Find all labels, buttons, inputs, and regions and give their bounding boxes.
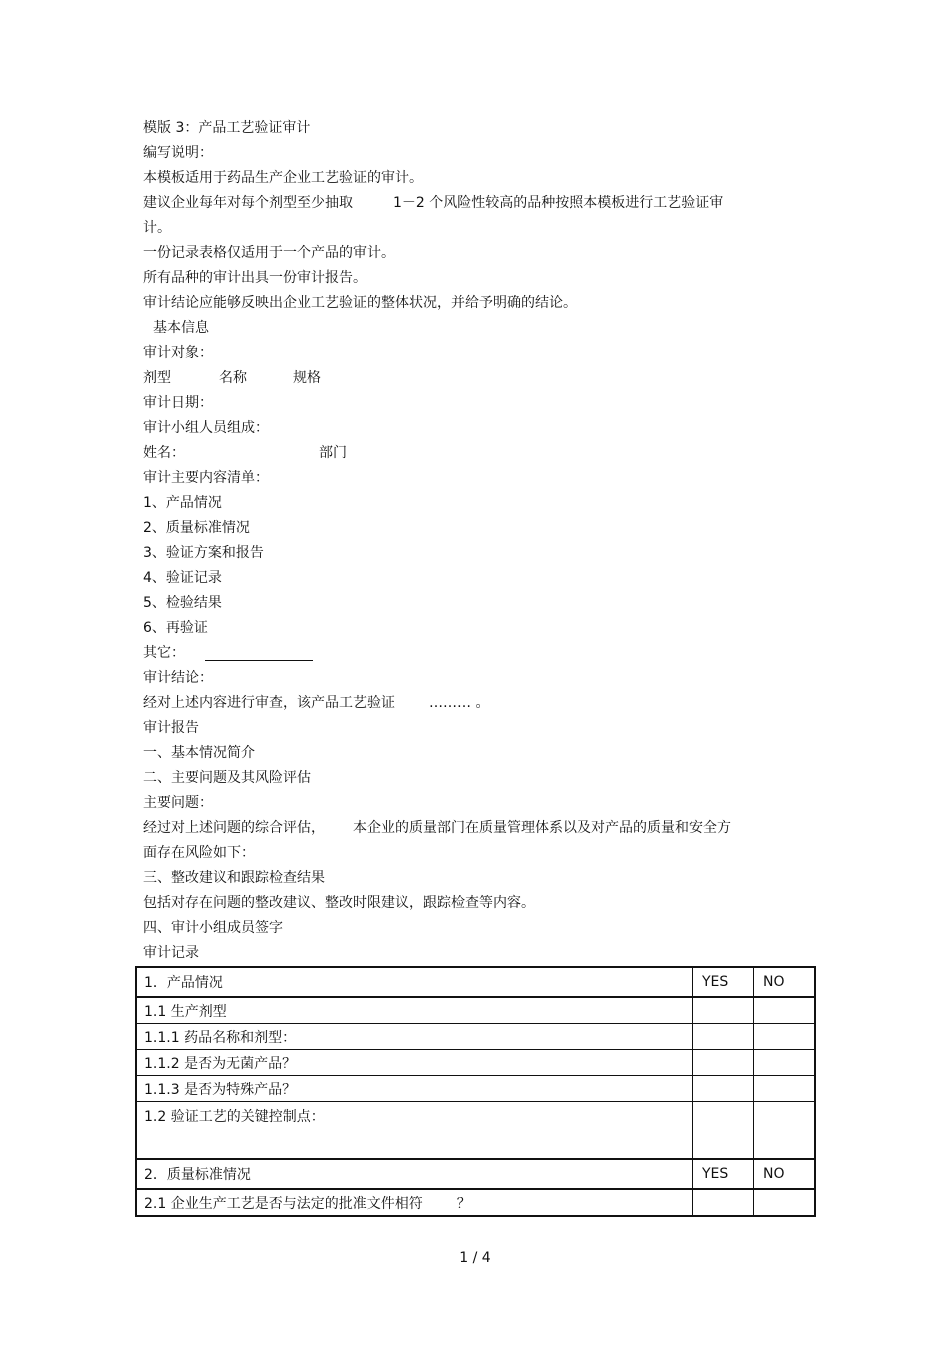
note-line-5: 审计结论应能够反映出企业工艺验证的整体状况，并给予明确的结论。 [143, 295, 577, 311]
yes-cell[interactable] [693, 1024, 754, 1050]
report-section-2: 二、主要问题及其风险评估 [143, 770, 311, 786]
row-label: 1.1.1 药品名称和剂型： [136, 1024, 693, 1050]
yes-cell[interactable] [693, 997, 754, 1024]
spec-label: 规格 [293, 370, 321, 386]
table-row [136, 1102, 815, 1160]
list-item: 4、验证记录 [143, 570, 222, 586]
team-fields-row [143, 441, 823, 466]
other-blank [205, 646, 313, 661]
no-cell[interactable] [754, 1024, 816, 1050]
section-2-header: 2．质量标准情况 [136, 1159, 693, 1189]
table-row [136, 1024, 815, 1050]
note-line-2a: 建议企业每年对每个剂型至少抽取 [143, 195, 353, 211]
row-label: 1.2 验证工艺的关键控制点： [136, 1102, 693, 1160]
note-line-2 [143, 191, 823, 216]
row-label: 1.1.2 是否为无菌产品？ [136, 1050, 693, 1076]
audit-target-label: 审计对象： [143, 345, 213, 361]
no-cell[interactable] [754, 1189, 816, 1216]
row-label [136, 1189, 693, 1216]
writing-note-label: 编写说明： [143, 145, 213, 161]
report-section-3-text: 包括对存在问题的整改建议、整改时限建议，跟踪检查等内容。 [143, 895, 535, 911]
list-item: 6、再验证 [143, 620, 208, 636]
evaluation-text-c: 面存在风险如下： [143, 845, 255, 861]
other-label: 其它： [143, 645, 185, 661]
report-section-4: 四、审计小组成员签字 [143, 920, 283, 936]
no-cell[interactable] [754, 1050, 816, 1076]
table-row [136, 1076, 815, 1102]
row-label: 1.1 生产剂型 [136, 997, 693, 1024]
document-body [143, 116, 823, 966]
note-line-4: 所有品种的审计出具一份审计报告。 [143, 270, 367, 286]
row-label: 1.1.3 是否为特殊产品？ [136, 1076, 693, 1102]
other-row [143, 641, 823, 666]
yes-cell[interactable] [693, 1050, 754, 1076]
list-item: 5、检验结果 [143, 595, 222, 611]
no-header: NO [754, 967, 816, 997]
report-section-3: 三、整改建议和跟踪检查结果 [143, 870, 325, 886]
dosage-label: 剂型 [143, 370, 171, 386]
no-cell[interactable] [754, 997, 816, 1024]
no-header: NO [754, 1159, 816, 1189]
report-section-1: 一、基本情况简介 [143, 745, 255, 761]
list-item: 2、质量标准情况 [143, 520, 250, 536]
person-name-label: 姓名： [143, 445, 185, 461]
yes-header: YES [693, 967, 754, 997]
row-label-text: 2.1 企业生产工艺是否与法定的批准文件相符 [144, 1195, 423, 1212]
yes-cell[interactable] [693, 1102, 754, 1160]
audit-date-label: 审计日期： [143, 395, 213, 411]
table-row [136, 1189, 815, 1216]
table-row [136, 997, 815, 1024]
note-line-1: 本模板适用于药品生产企业工艺验证的审计。 [143, 170, 423, 186]
name-label: 名称 [219, 370, 247, 386]
conclusion-text: 经对上述内容进行审查，该产品工艺验证 [143, 695, 395, 711]
question-mark: ？ [456, 1195, 471, 1212]
conclusion-ellipsis: ……… 。 [429, 695, 490, 711]
section-1-header: 1．产品情况 [136, 967, 693, 997]
no-cell[interactable] [754, 1076, 816, 1102]
list-item: 1、产品情况 [143, 495, 222, 511]
note-line-3: 一份记录表格仅适用于一个产品的审计。 [143, 245, 395, 261]
audit-record-table [135, 966, 816, 1217]
no-cell[interactable] [754, 1102, 816, 1160]
table-row [136, 967, 815, 997]
team-label: 审计小组人员组成： [143, 420, 269, 436]
yes-cell[interactable] [693, 1189, 754, 1216]
evaluation-row [143, 816, 823, 841]
page-number: 1 / 4 [459, 1250, 491, 1266]
table-row [136, 1159, 815, 1189]
yes-header: YES [693, 1159, 754, 1189]
note-line-2c: 计。 [143, 220, 171, 236]
department-label: 部门 [319, 445, 347, 461]
list-item: 3、验证方案和报告 [143, 545, 264, 561]
evaluation-text-a: 经过对上述问题的综合评估， [143, 820, 325, 836]
table-row [136, 1050, 815, 1076]
report-heading: 审计报告 [143, 720, 199, 736]
basic-info-heading: 基本信息 [153, 320, 209, 336]
conclusion-row [143, 691, 823, 716]
evaluation-text-b: 本企业的质量部门在质量管理体系以及对产品的质量和安全方 [353, 820, 731, 836]
audit-record-heading: 审计记录 [143, 945, 199, 961]
note-line-2b: 1－2 个风险性较高的品种按照本模板进行工艺验证审 [393, 195, 724, 211]
conclusion-label: 审计结论： [143, 670, 213, 686]
main-issues-label: 主要问题： [143, 795, 213, 811]
doc-title: 模版 3：产品工艺验证审计 [143, 120, 311, 136]
target-fields-row [143, 366, 823, 391]
yes-cell[interactable] [693, 1076, 754, 1102]
content-list-label: 审计主要内容清单： [143, 470, 269, 486]
